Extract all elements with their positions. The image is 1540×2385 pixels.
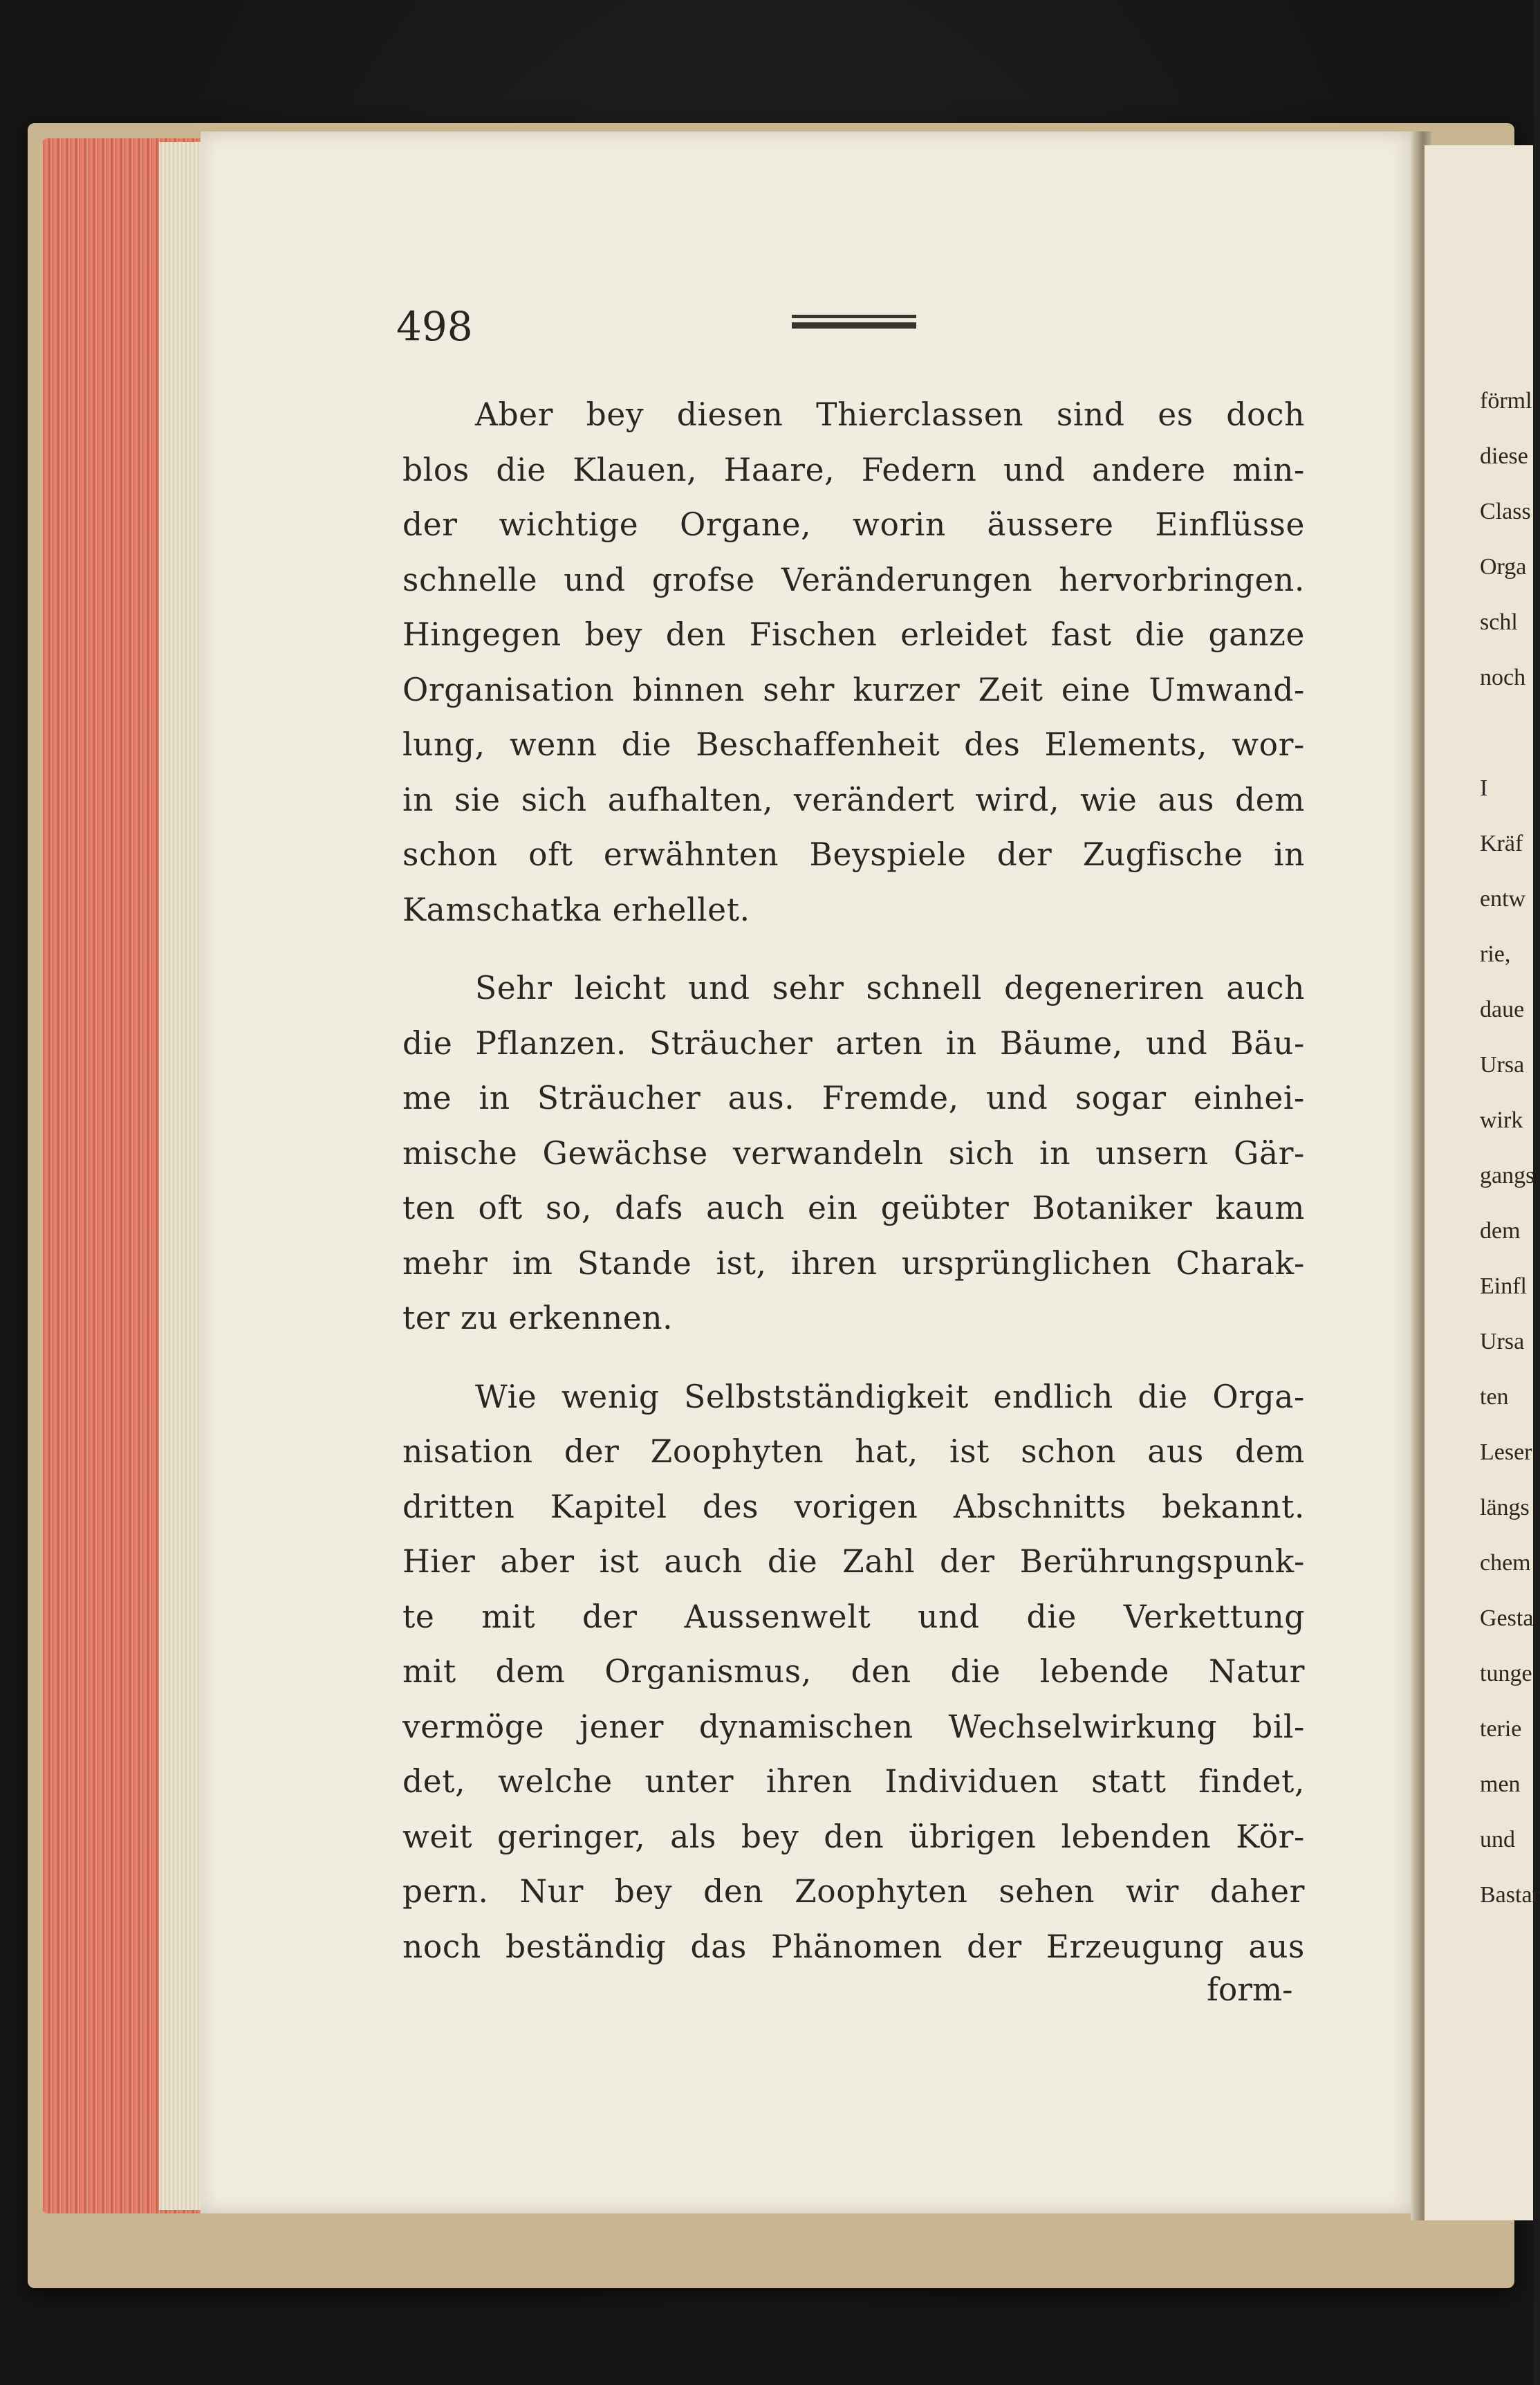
facing-line: förml	[1480, 388, 1532, 414]
text-line: dritten Kapitel des vorigen Abschnitts bekannt.	[402, 1488, 1305, 1525]
facing-line: Class	[1480, 499, 1531, 524]
facing-line: entw	[1480, 886, 1526, 912]
header-rule-thick	[792, 322, 916, 329]
text-line: det, welche unter ihren Individuen statt findet,	[402, 1763, 1305, 1800]
text-line: mehr im Stande ist, ihren ursprünglichen Charak-	[402, 1244, 1305, 1282]
facing-line: chem	[1480, 1550, 1531, 1576]
text-line: in sie sich aufhalten, verändert wird, wie aus dem	[402, 781, 1305, 818]
text-line: Wie wenig Selbstständigkeit endlich die Orga-	[475, 1378, 1305, 1415]
text-line: Sehr leicht und sehr schnell degeneriren auch	[475, 970, 1305, 1006]
text-line: Aber bey diesen Thierclassen sind es doch	[475, 396, 1305, 433]
text-line: ten oft so, dafs auch ein geübter Botaniker kaum	[402, 1190, 1305, 1226]
page-number: 498	[396, 303, 473, 350]
facing-line: rie,	[1480, 941, 1511, 967]
facing-line: schl	[1480, 609, 1518, 635]
paragraph-1	[402, 387, 1305, 937]
text-line: noch beständig das Phänomen der Erzeugung aus	[402, 1928, 1305, 1965]
text-line: weit geringer, als bey den übrigen lebenden Kör-	[402, 1818, 1305, 1855]
text-line: Organisation binnen sehr kurzer Zeit eine Umwand-	[402, 671, 1305, 708]
text-line: vermöge jener dynamischen Wechselwirkung bil-	[402, 1708, 1305, 1745]
facing-line: Kräf	[1480, 831, 1523, 856]
text-line: nisation der Zoophyten hat, ist schon aus dem	[402, 1433, 1305, 1470]
facing-line: und	[1480, 1827, 1515, 1852]
facing-line: noch	[1480, 665, 1526, 690]
facing-line: Einfl	[1480, 1273, 1527, 1299]
facing-line: längs	[1480, 1495, 1530, 1520]
facing-line: men	[1480, 1771, 1521, 1797]
facing-line: diese	[1480, 443, 1528, 469]
text-line: mische Gewächse verwandeln sich in unsern Gär-	[402, 1134, 1305, 1172]
paragraph-3	[402, 1370, 1305, 1975]
text-line: Kamschatka erhellet.	[402, 891, 750, 928]
body-text	[402, 387, 1305, 1974]
facing-line: gangs	[1480, 1163, 1535, 1188]
catchword: form-	[1207, 1971, 1293, 2008]
text-line: lung, wenn die Beschaffenheit des Elements, wor-	[402, 726, 1305, 763]
text-line: Hier aber ist auch die Zahl der Berührungspunk-	[402, 1543, 1305, 1580]
facing-line: terie	[1480, 1716, 1522, 1742]
facing-page-text	[1480, 374, 1540, 1923]
text-line: mit dem Organismus, den die lebende Natur	[402, 1653, 1305, 1690]
facing-line: ten	[1480, 1384, 1509, 1410]
facing-line: Ursa	[1480, 1052, 1525, 1078]
facing-line: wirk	[1480, 1107, 1523, 1133]
paragraph-2	[402, 961, 1305, 1346]
facing-line	[1480, 706, 1533, 761]
text-line: ter zu erkennen.	[402, 1300, 674, 1336]
text-line: blos die Klauen, Haare, Federn und andere min-	[402, 451, 1305, 488]
facing-line: Leser	[1480, 1439, 1532, 1465]
facing-line: Orga	[1480, 554, 1527, 580]
facing-line: dem	[1480, 1218, 1521, 1244]
text-line: schon oft erwähnten Beyspiele der Zugfische in	[402, 836, 1305, 873]
facing-line: Gesta	[1480, 1605, 1534, 1631]
facing-line: I	[1480, 775, 1488, 801]
text-line: der wichtige Organe, worin äussere Einflüsse	[402, 506, 1305, 543]
facing-line: daue	[1480, 997, 1525, 1022]
text-line: te mit der Aussenwelt und die Verkettung	[402, 1598, 1305, 1635]
text-line: schnelle und grofse Veränderungen hervorbringen.	[402, 561, 1305, 598]
page-edges-light	[159, 142, 204, 2210]
facing-line: tunge	[1480, 1661, 1532, 1686]
text-line: pern. Nur bey den Zoophyten sehen wir daher	[402, 1873, 1305, 1910]
facing-line: Ursa	[1480, 1329, 1525, 1354]
header-rule	[792, 315, 916, 330]
header-rule-thin	[792, 315, 916, 318]
text-line: me in Sträucher aus. Fremde, und sogar einhei-	[402, 1080, 1305, 1116]
facing-line: Bastar	[1480, 1882, 1540, 1908]
text-line: die Pflanzen. Sträucher arten in Bäume, und Bäu-	[402, 1024, 1305, 1062]
text-line: Hingegen bey den Fischen erleidet fast die ganze	[402, 616, 1305, 653]
